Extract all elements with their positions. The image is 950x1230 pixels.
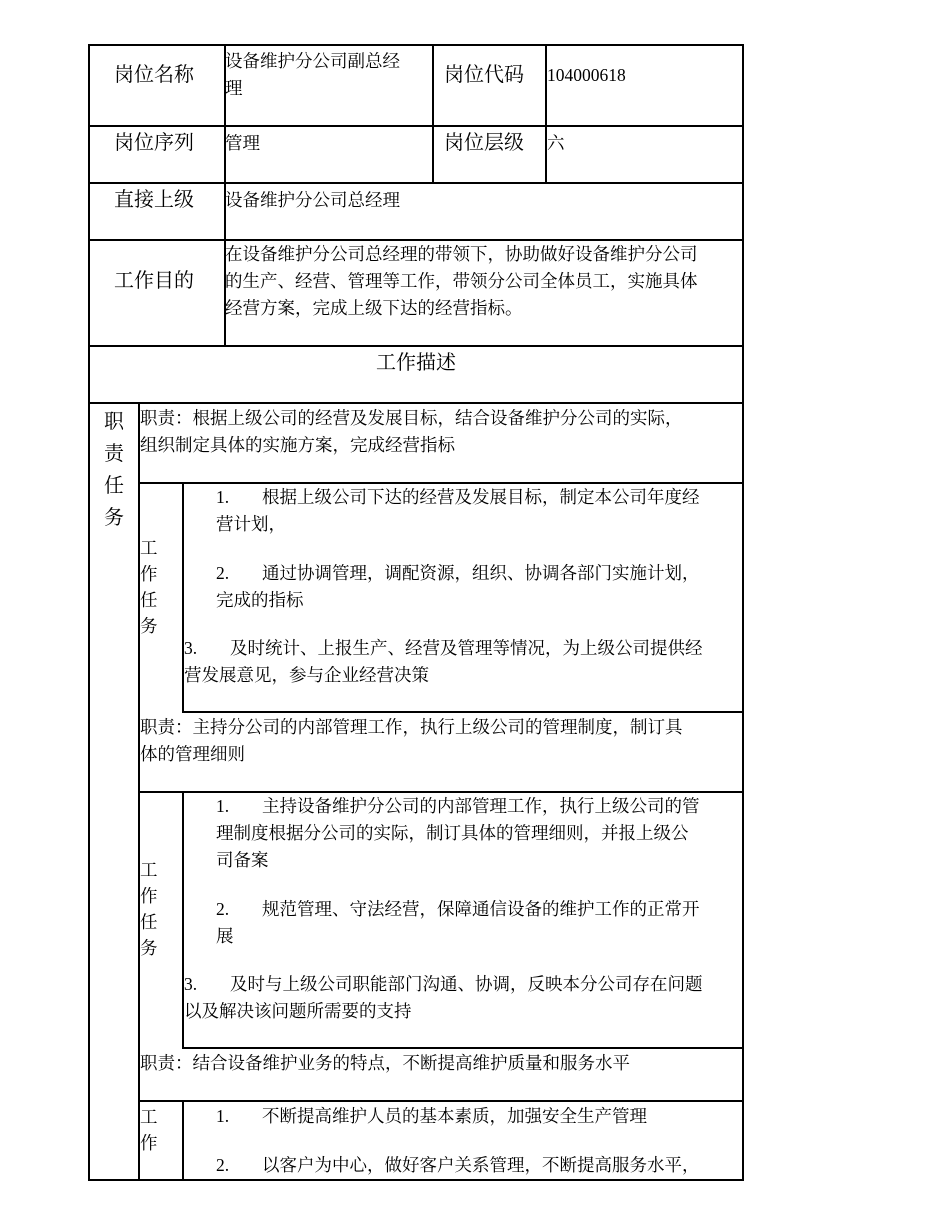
task-number: 2. <box>216 899 230 919</box>
task-text: 及时统计、上报生产、经营及管理等情况，为上级公司提供经 <box>230 638 703 658</box>
task-number: 1. <box>216 487 230 507</box>
task-side-label-char: 作 <box>140 1133 158 1153</box>
task-item <box>184 635 703 662</box>
task-text: 完成的指标 <box>216 590 304 610</box>
task-side-label-char: 工 <box>140 860 158 880</box>
task-number: 2. <box>216 563 230 583</box>
task-text: 规范管理、守法经营，保障通信设备的维护工作的正常开 <box>262 899 700 919</box>
task-item <box>184 971 703 998</box>
task-text: 展 <box>216 926 234 946</box>
table-border-right <box>742 44 744 1181</box>
position-name-value-cont: 理 <box>225 78 243 98</box>
task-item <box>216 560 700 587</box>
task-side-label-char: 作 <box>140 886 158 906</box>
purpose-line: 的生产、经营、管理等工作，带领分公司全体员工，实施具体 <box>225 271 698 291</box>
row-divider <box>138 1100 744 1102</box>
position-name-value: 设备维护分公司副总经 <box>225 51 400 71</box>
duty-side-label-char: 责 <box>104 443 124 465</box>
row-divider <box>182 1047 744 1049</box>
table-border-top <box>88 44 744 46</box>
task-number: 3. <box>184 638 198 658</box>
task-text: 理制度根据分公司的实际，制订具体的管理细则，并报上级公 <box>216 823 689 843</box>
task-text: 司备案 <box>216 850 269 870</box>
duty-3-text: 职责：结合设备维护业务的特点，不断提高维护质量和服务水平 <box>140 1053 630 1073</box>
row-divider <box>88 402 744 404</box>
col-divider <box>182 1100 184 1181</box>
task-side-label-char: 工 <box>140 1107 158 1127</box>
table-border-bottom <box>88 1179 744 1181</box>
duty-side-label-char: 职 <box>104 411 124 433</box>
superior-label: 直接上级 <box>114 189 194 211</box>
task-side-label-char: 务 <box>140 938 158 958</box>
position-name-label: 岗位名称 <box>114 64 194 86</box>
sequence-label: 岗位序列 <box>114 132 194 154</box>
task-number: 1. <box>216 796 230 816</box>
task-item <box>216 1103 647 1130</box>
duty-side-label-char: 务 <box>104 507 124 529</box>
sequence-value: 管理 <box>225 133 260 153</box>
purpose-line: 经营方案，完成上级下达的经营指标。 <box>225 298 523 318</box>
task-side-label-char: 作 <box>140 564 158 584</box>
task-text: 通过协调管理，调配资源，组织、协调各部门实施计划， <box>262 563 700 583</box>
task-text: 不断提高维护人员的基本素质，加强安全生产管理 <box>262 1106 647 1126</box>
task-number: 1. <box>216 1106 230 1126</box>
level-value: 六 <box>547 133 565 153</box>
row-divider <box>182 711 744 713</box>
task-item <box>216 793 700 820</box>
task-text: 营发展意见，参与企业经营决策 <box>184 665 429 685</box>
position-code-label: 岗位代码 <box>444 64 524 86</box>
task-item <box>216 484 700 511</box>
task-side-label-char: 任 <box>140 912 158 932</box>
table-border-left <box>88 44 90 1181</box>
row-divider <box>88 345 744 347</box>
purpose-label: 工作目的 <box>114 270 194 292</box>
task-number: 2. <box>216 1155 230 1175</box>
task-number: 3. <box>184 974 198 994</box>
row-divider <box>88 182 744 184</box>
task-side-label-char: 任 <box>140 590 158 610</box>
task-text: 及时与上级公司职能部门沟通、协调，反映本分公司存在问题 <box>230 974 703 994</box>
position-code-value: 104000618 <box>547 65 626 85</box>
task-text: 根据上级公司下达的经营及发展目标，制定本公司年度经 <box>262 487 700 507</box>
level-label: 岗位层级 <box>444 132 524 154</box>
superior-value: 设备维护分公司总经理 <box>225 190 400 210</box>
task-text: 主持设备维护分公司的内部管理工作，执行上级公司的管 <box>262 796 700 816</box>
task-item <box>216 1152 700 1179</box>
duty-side-label-char: 任 <box>104 475 124 497</box>
task-text: 以及解决该问题所需要的支持 <box>184 1001 412 1021</box>
task-text: 营计划， <box>216 514 286 534</box>
task-item <box>216 896 700 923</box>
task-side-label-char: 工 <box>140 538 158 558</box>
duty-1-text: 组织制定具体的实施方案，完成经营指标 <box>140 435 455 455</box>
duty-1-text: 职责：根据上级公司的经营及发展目标，结合设备维护分公司的实际， <box>140 408 683 428</box>
col-divider <box>432 44 434 183</box>
task-side-label-char: 务 <box>140 616 158 636</box>
task-text: 以客户为中心，做好客户关系管理，不断提高服务水平， <box>262 1155 700 1175</box>
section-title: 工作描述 <box>376 352 456 374</box>
duty-2-text: 职责：主持分公司的内部管理工作，执行上级公司的管理制度，制订具 <box>140 717 683 737</box>
row-divider <box>88 125 744 127</box>
purpose-line: 在设备维护分公司总经理的带领下，协助做好设备维护分公司 <box>225 244 698 264</box>
duty-2-text: 体的管理细则 <box>140 744 245 764</box>
